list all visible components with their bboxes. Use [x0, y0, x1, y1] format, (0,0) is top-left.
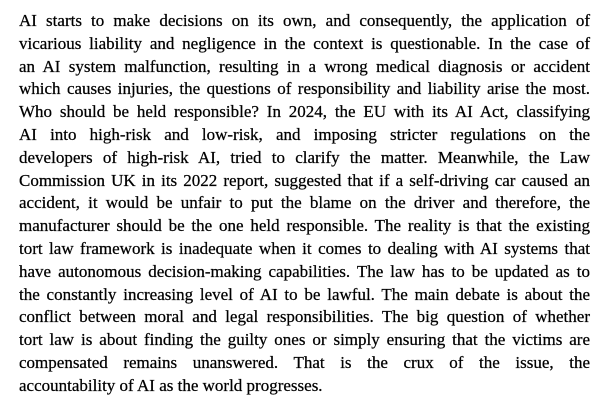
text-line: the constantly increasing level of AI to be lawful. The main debate is about the: [19, 284, 590, 304]
paragraph: [19, 10, 590, 398]
text-line: compensated remains unanswered. That is the crux of the issue, the: [19, 352, 590, 372]
text-line: an AI system malfunction, resulting in a wrong medical diagnosis or accident: [19, 56, 590, 76]
text-line: tort law framework is inadequate when it comes to dealing with AI systems that: [19, 238, 590, 258]
text-line: developers of high-risk AI, tried to clarify the matter. Meanwhile, the Law: [19, 147, 590, 167]
text-line: have autonomous decision-making capabilities. The law has to be updated as to: [19, 261, 590, 281]
text-line: which causes injuries, the questions of responsibility and liability arise the most.: [19, 79, 590, 99]
text-line: vicarious liability and negligence in the context is questionable. In the case of: [19, 33, 590, 53]
text-line: conflict between moral and legal responsibilities. The big question of whether: [19, 307, 590, 327]
text-line: tort law is about finding the guilty ones or simply ensuring that the victims are: [19, 330, 590, 350]
text-line: Who should be held responsible? In 2024, the EU with its AI Act, classifying: [19, 102, 590, 122]
text-line: AI into high-risk and low-risk, and imposing stricter regulations on the: [19, 124, 590, 144]
text-line: accident, it would be unfair to put the blame on the driver and therefore, the: [19, 193, 590, 213]
text-line: accountability of AI as the world progresses.: [19, 375, 323, 395]
text-line: manufacturer should be the one held responsible. The reality is that the existing: [19, 216, 590, 236]
text-line: AI starts to make decisions on its own, and consequently, the application of: [19, 11, 590, 30]
text-line: Commission UK in its 2022 report, suggested that if a self-driving car caused an: [19, 170, 590, 190]
